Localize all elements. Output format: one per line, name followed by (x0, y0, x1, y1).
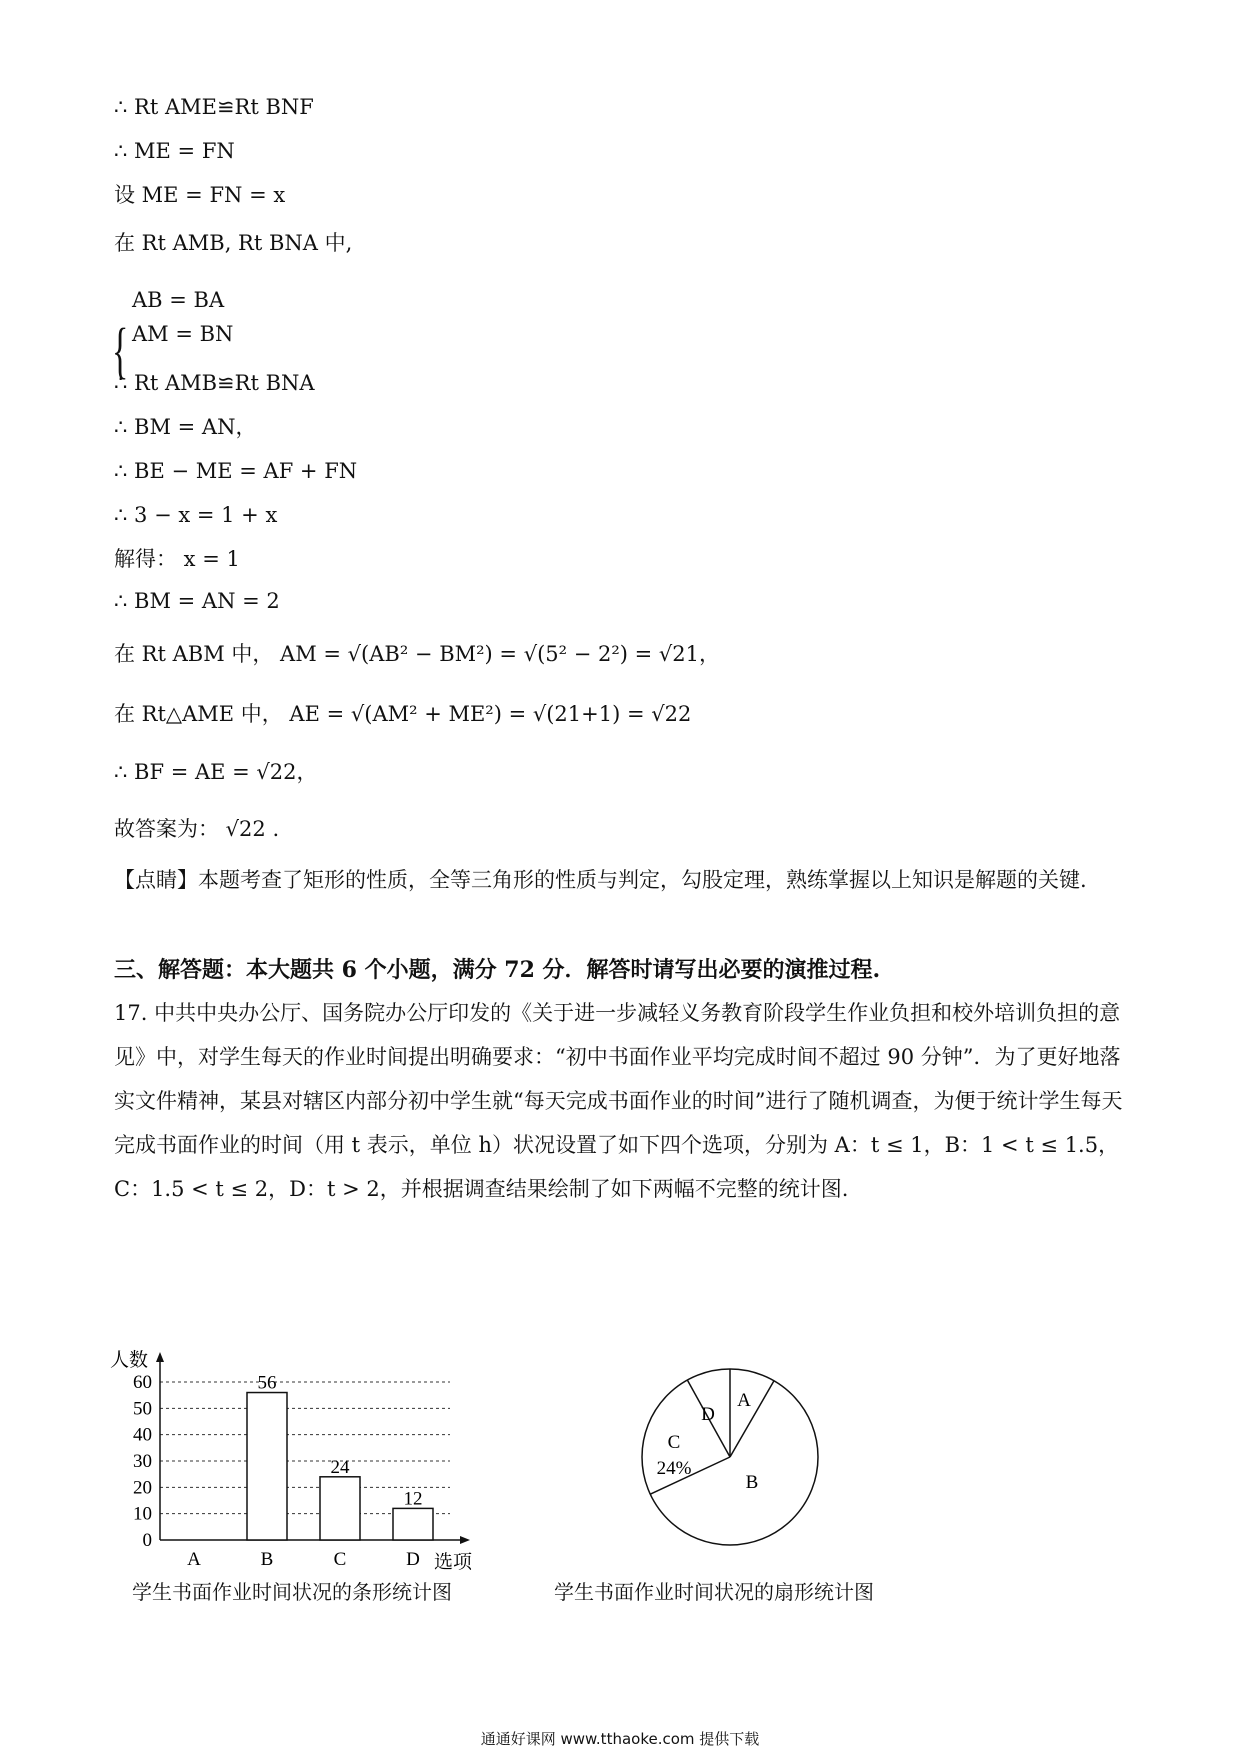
slice-label-a: A (737, 1390, 751, 1411)
y-tick-label: 30 (133, 1451, 152, 1472)
solution-line-2: ∴ ME = FN (114, 139, 235, 163)
pie-chart-caption: 学生书面作业时间状况的扇形统计图 (554, 1580, 874, 1604)
x-tick-label: C (333, 1549, 347, 1570)
solution-line-15: ∴ BF = AE = √22， (114, 760, 318, 784)
problem-17-text: 17. 中共中央办公厅、国务院办公厅印发的《关于进一步减轻义务教育阶段学生作业负担和校外培训负担的意见》中，对学生每天的作业时间提出明确要求：“初中书面作业平均完成时间不超过 90 分钟”．为了更好地落实文件精神，某县对辖区内部分初中学生就“每天完成书面作业的时间”进行了随机调查，为便于统计学生每天完成书面作业的时间（用 t 表示，单位 h）状况设置了如下四个选项，分别为 A：t ≤ 1，B：1 < t ≤ 1.5，C：1.5 < t ≤ 2，D：t > 2，并根据调查结果绘制了如下两幅不完整的统计图. (114, 1001, 1123, 1201)
x-axis-label: 选项 (434, 1552, 473, 1573)
bar-chart (110, 1340, 570, 1600)
y-axis-arrow (156, 1352, 164, 1362)
solution-line-8: ∴ BM = AN， (114, 415, 257, 439)
bar (393, 1508, 433, 1540)
comment-paragraph: 【点睛】本题考查了矩形的性质，全等三角形的性质与判定，勾股定理，熟练掌握以上知识是解题的关键. (114, 868, 1087, 892)
solution-line-4: 在 Rt AMB, Rt BNA 中, (114, 231, 353, 255)
y-tick-label: 60 (133, 1372, 152, 1393)
x-tick-label: B (260, 1549, 274, 1570)
y-tick-label: 40 (133, 1424, 152, 1446)
solution-line-10: ∴ 3 − x = 1 + x (114, 503, 278, 527)
page-footer: 通通好课网 www.tthaoke.com 提供下载 (480, 1730, 760, 1748)
slice-label-d: D (701, 1404, 715, 1425)
data-label: 12 (403, 1488, 423, 1510)
solution-line-7: ∴ Rt AMB≌Rt BNA (114, 371, 315, 395)
solution-line-13: 在 Rt ABM 中， AM = √(AB² − BM²) = √(5² − 2²) = √21， (114, 642, 721, 666)
y-tick-label: 20 (133, 1477, 152, 1499)
solution-line-1: ∴ Rt AME≌Rt BNF (114, 95, 314, 119)
data-label: 24 (330, 1456, 350, 1478)
bar (247, 1393, 287, 1540)
slice-label-c: C (667, 1432, 681, 1453)
data-label: 56 (257, 1372, 277, 1394)
pie-chart (620, 1340, 860, 1570)
solution-line-14: 在 Rt△AME 中， AE = √(AM² + ME²) = √(21+1) = √22 (114, 702, 692, 726)
y-axis-label: 人数 (110, 1350, 149, 1371)
solution-line-3: 设 ME = FN = x (114, 183, 286, 207)
solution-line-12: ∴ BM = AN = 2 (114, 589, 280, 613)
y-tick-label: 50 (133, 1398, 152, 1420)
section-heading: 三、解答题：本大题共 6 个小题，满分 72 分．解答时请写出必要的演推过程. (114, 957, 881, 983)
system-eq-2: AM = BN (132, 322, 234, 346)
x-axis-arrow (460, 1536, 470, 1544)
system-brace: { (112, 317, 129, 385)
solution-line-9: ∴ BE − ME = AF + FN (114, 459, 358, 483)
solution-line-11: 解得： x = 1 (114, 547, 240, 571)
slice-percent-c: 24% (656, 1458, 692, 1479)
y-tick-label: 10 (133, 1503, 152, 1525)
x-tick-label: A (187, 1549, 201, 1570)
final-answer: 故答案为： √22 . (114, 817, 280, 841)
bar (320, 1477, 360, 1540)
slice-label-b: B (745, 1472, 759, 1493)
system-eq-1: AB = BA (132, 288, 225, 312)
y-tick-label: 0 (142, 1530, 152, 1551)
x-tick-label: D (406, 1549, 420, 1570)
bar-chart-caption: 学生书面作业时间状况的条形统计图 (132, 1580, 452, 1604)
